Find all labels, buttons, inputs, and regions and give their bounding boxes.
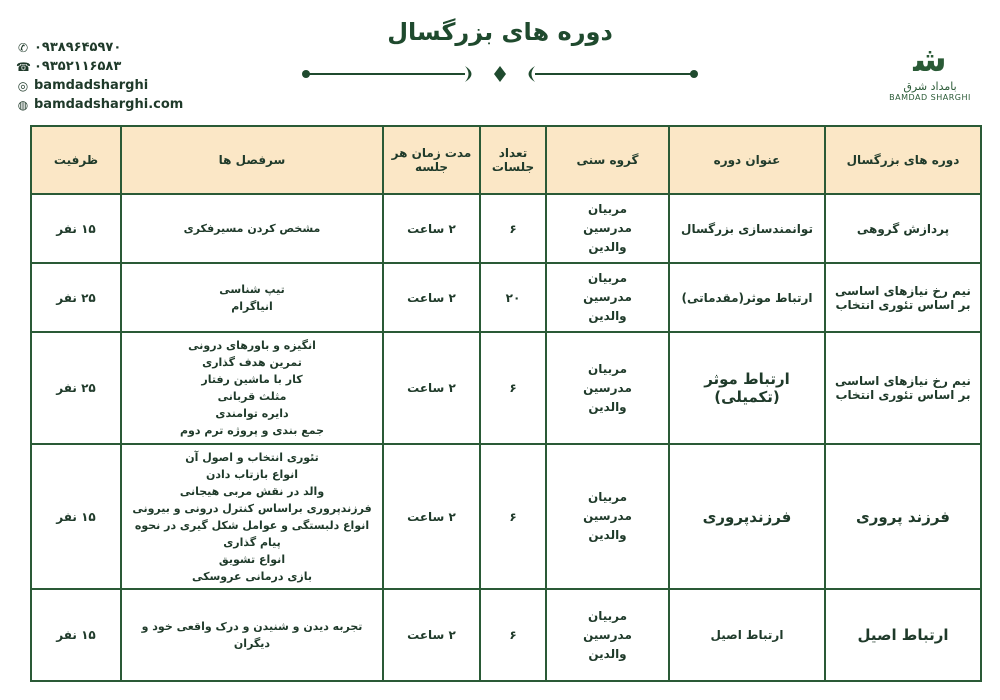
title-cell: ارتباط موثر(مقدماتی) [669,263,825,332]
header-topics: سرفصل ها [121,126,383,194]
capacity-cell: ۱۵ نفر [31,444,121,589]
sessions-cell: ۶ [480,444,546,589]
table-row [31,589,981,681]
capacity-cell: ۱۵ نفر [31,194,121,263]
course-cell: نیم رخ نیازهای اساسی بر اساس تئوری انتخاب [825,263,981,332]
age-cell: مربیان مدرسین والدین [546,332,669,444]
header-capacity: ظرفیت [31,126,121,194]
page-title: دوره های بزرگسال [387,18,613,46]
topics-cell: انگیزه و باورهای درونی تمرین هدف گذاری کار با ماشین رفتار مثلث قربانی دایره توامندی جمع بندی و پروژه ترم دوم [121,332,383,444]
table-row [31,194,981,263]
title-cell: ارتباط اصیل [669,589,825,681]
duration-cell: ۲ ساعت [383,444,480,589]
contact-phone[interactable]: ☎ ۰۹۳۵۲۱۱۶۵۸۳ [16,59,122,74]
title-cell: ارتباط موثر (تکمیلی) [669,332,825,444]
course-cell: فرزند پروری [825,444,981,589]
sessions-cell: ۶ [480,194,546,263]
contact-info [16,38,183,114]
age-cell: مربیان مدرسین والدین [546,444,669,589]
table-row [31,444,981,589]
brand-logo [880,40,980,110]
phone-icon: ☎ [16,59,31,74]
header-age: گروه سنی [546,126,669,194]
age-cell: مربیان مدرسین والدین [546,589,669,681]
title-cell: فرزندپروری [669,444,825,589]
duration-cell: ۲ ساعت [383,194,480,263]
header-sessions: تعداد جلسات [480,126,546,194]
contact-whatsapp[interactable]: ✆ ۰۹۳۸۹۶۴۵۹۷۰ [17,40,122,55]
table-row [31,263,981,332]
topics-cell: تیپ شناسی انیاگرام [121,263,383,332]
course-cell: پردازش گروهی [825,194,981,263]
topics-cell: مشخص کردن مسیرفکری [121,194,383,263]
table-header-row [31,126,981,194]
capacity-cell: ۲۵ نفر [31,263,121,332]
course-cell: ارتباط اصیل [825,589,981,681]
sessions-cell: ۶ [480,332,546,444]
age-cell: مربیان مدرسین والدین [546,263,669,332]
contact-website[interactable]: ◍ bamdadsharghi.com [17,97,184,112]
globe-icon: ◍ [17,97,29,112]
duration-cell: ۲ ساعت [383,332,480,444]
courses-table [30,125,982,682]
header-duration: مدت زمان هر جلسه [383,126,480,194]
title-ornament [300,62,700,86]
topics-cell: تجربه دیدن و شنیدن و درک واقعی خود و دیگران [121,589,383,681]
header-title: عنوان دوره [669,126,825,194]
whatsapp-icon: ✆ [17,40,29,55]
logo-text-fa: بامداد شرق [903,80,957,93]
duration-cell: ۲ ساعت [383,589,480,681]
table-row [31,332,981,444]
title-cell: توانمندسازی بزرگسال [669,194,825,263]
duration-cell: ۲ ساعت [383,263,480,332]
logo-text-en: BAMDAD SHARGHI [889,93,971,102]
topics-cell: تئوری انتخاب و اصول آن انواع بازتاب دادن والد در نقش مربی هیجانی فرزندپروری براساس کنترل درونی و بیرونی انواع دلبستگی و عوامل شکل گیری در نحوه پیام گذاری انواع تشویق بازی درمانی عروسکی [121,444,383,589]
course-cell: نیم رخ نیازهای اساسی بر اساس تئوری انتخاب [825,332,981,444]
capacity-cell: ۱۵ نفر [31,589,121,681]
age-cell: مربیان مدرسین والدین [546,194,669,263]
contact-instagram[interactable]: ◎ bamdadsharghi [17,78,149,93]
instagram-icon: ◎ [17,78,29,93]
logo-mark-icon: ﺷ [913,40,947,80]
sessions-cell: ۲۰ [480,263,546,332]
header-course: دوره های بزرگسال [825,126,981,194]
sessions-cell: ۶ [480,589,546,681]
capacity-cell: ۲۵ نفر [31,332,121,444]
